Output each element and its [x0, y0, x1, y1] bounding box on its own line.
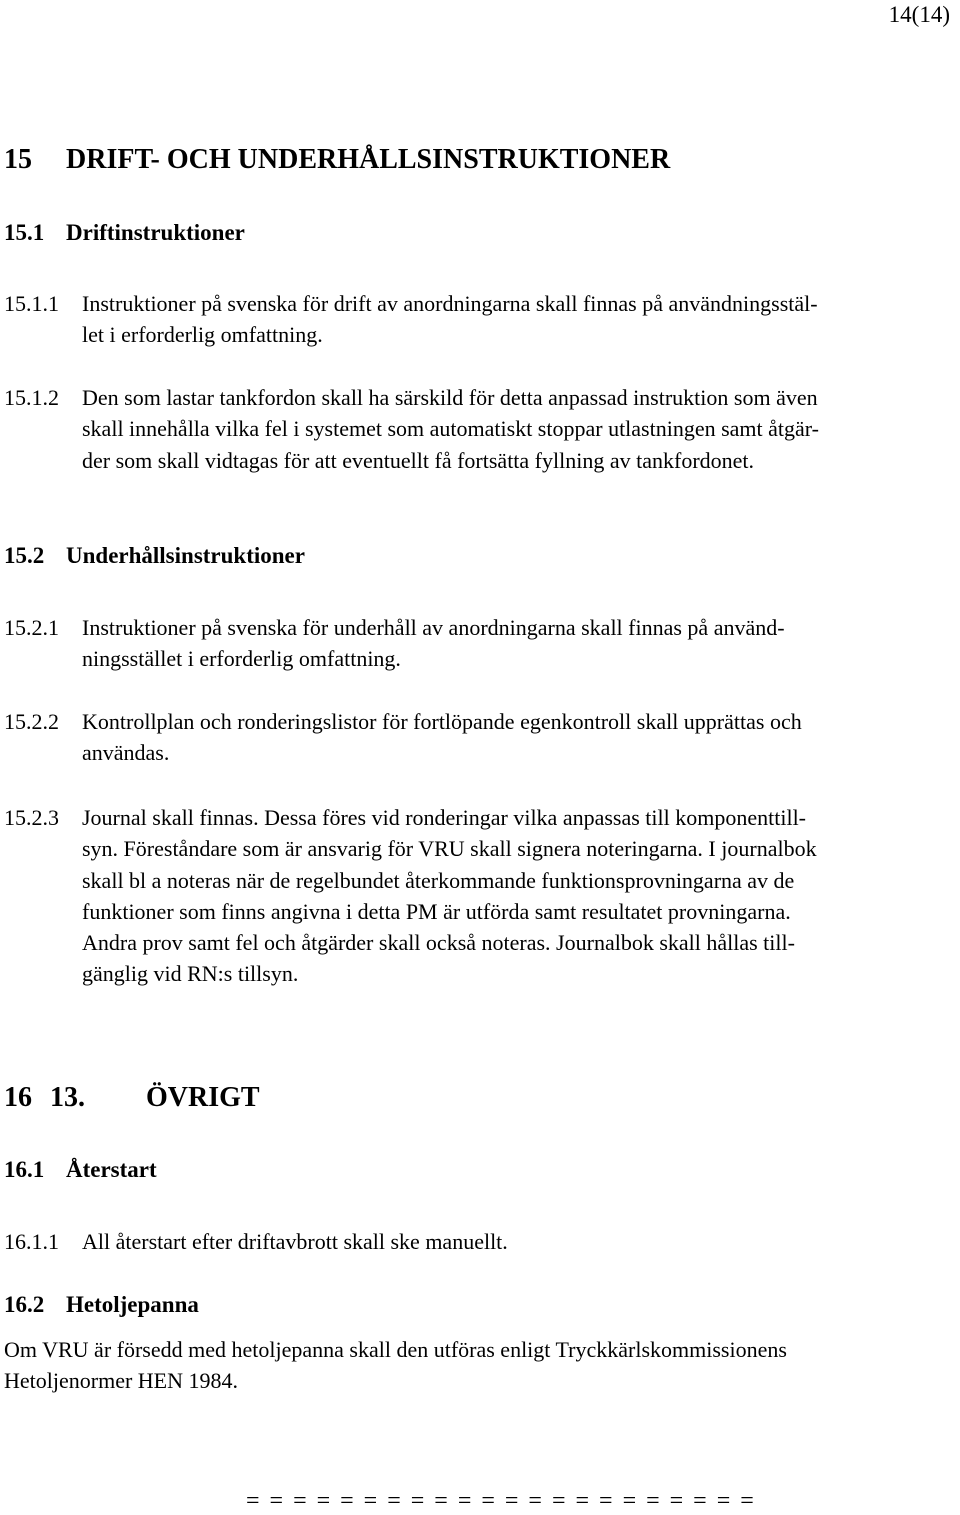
section-16-2-number: 16.2 [4, 1292, 45, 1317]
footer-equals-rule: = = = = = = = = = = = = = = = = = = = = = = [246, 1488, 756, 1514]
clause-15-1-1-text [82, 288, 818, 351]
text-line: Journal skall finnas. Dessa föres vid ronderingar vilka anpassas till komponenttill- [82, 805, 807, 830]
section-16-1-number: 16.1 [4, 1157, 45, 1182]
chapter-15-number: 15 [4, 144, 32, 175]
clause-15-1-2-number: 15.1.2 [4, 385, 59, 410]
text-line: Hetoljenormer HEN 1984. [4, 1368, 238, 1394]
section-16-1-title: Återstart [66, 1157, 157, 1182]
text-line: syn. Föreståndare som är ansvarig för VRU skall signera noteringarna. I journalbok [82, 836, 817, 862]
clause-16-1-1-number: 16.1.1 [4, 1229, 59, 1254]
text-line: funktioner som finns angivna i detta PM är utförda samt resultatet provningarna. [82, 898, 791, 924]
clause-15-2-1-text [82, 612, 785, 675]
section-16-2-text [4, 1334, 787, 1397]
section-15-2-number: 15.2 [4, 543, 45, 568]
clause-15-2-1-number: 15.2.1 [4, 615, 59, 640]
section-15-2-title: Underhållsinstruktioner [66, 543, 305, 568]
clause-15-1-1-number: 15.1.1 [4, 291, 59, 316]
clause-15-1-2-text [82, 382, 819, 476]
page-number: 14(14) [888, 2, 950, 27]
text-line: Kontrollplan och ronderingslistor för fortlöpande egenkontroll skall upprättas och [82, 709, 802, 734]
chapter-16-title: ÖVRIGT [146, 1082, 260, 1113]
text-line: Instruktioner på svenska för underhåll av anordningarna skall finnas på använd- [82, 615, 785, 640]
section-16-2-title: Hetoljepanna [66, 1292, 199, 1317]
clause-15-2-3-number: 15.2.3 [4, 805, 59, 830]
chapter-15-title: DRIFT- OCH UNDERHÅLLSINSTRUKTIONER [66, 144, 671, 175]
chapter-16-alt-number: 13. [50, 1082, 85, 1113]
chapter-16-number: 16 [4, 1082, 32, 1113]
text-line: Instruktioner på svenska för drift av anordningarna skall finnas på användningsstäl- [82, 291, 818, 316]
text-line: let i erforderlig omfattning. [82, 322, 323, 348]
clause-15-2-2-text [82, 706, 802, 769]
text-line: gänglig vid RN:s tillsyn. [82, 961, 299, 987]
text-line: användas. [82, 740, 170, 766]
section-15-1-title: Driftinstruktioner [66, 220, 245, 245]
text-line: skall innehålla vilka fel i systemet som automatiskt stoppar utlastningen samt åtgär- [82, 416, 820, 442]
text-line: Andra prov samt fel och åtgärder skall också noteras. Journalbok skall hållas till- [82, 930, 795, 956]
text-line: ningsstället i erforderlig omfattning. [82, 646, 401, 672]
clause-16-1-1-text: All återstart efter driftavbrott skall ske manuellt. [82, 1229, 508, 1254]
clause-15-2-2-number: 15.2.2 [4, 709, 59, 734]
text-line: Om VRU är försedd med hetoljepanna skall den utföras enligt Tryckkärlskommissionens [4, 1337, 787, 1362]
text-line: Den som lastar tankfordon skall ha särskild för detta anpassad instruktion som även [82, 385, 818, 410]
text-line: der som skall vidtagas för att eventuellt få fortsätta fyllning av tankfordonet. [82, 447, 755, 473]
section-15-1-number: 15.1 [4, 220, 45, 245]
text-line: skall bl a noteras när de regelbundet återkommande funktionsprovningarna av de [82, 867, 795, 893]
clause-15-2-3-text [82, 802, 817, 990]
